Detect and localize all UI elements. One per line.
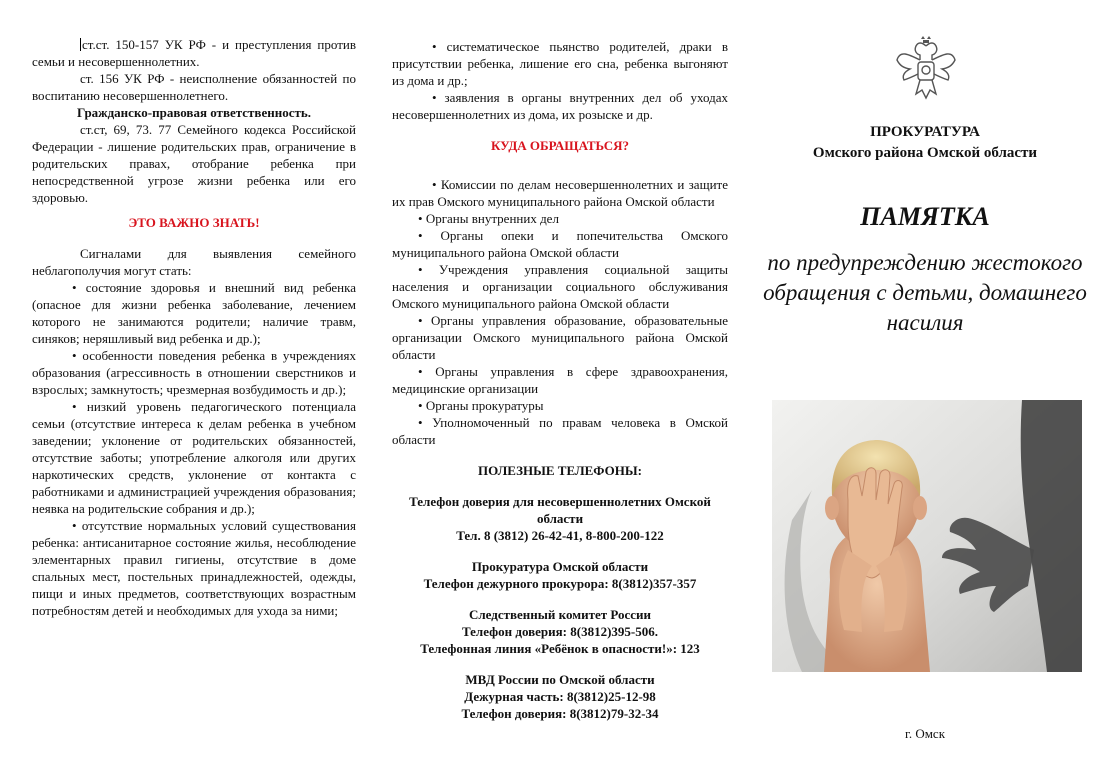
signals-intro: Сигналами для выявления семейного неблагополучия могут стать: — [32, 246, 356, 278]
bullet-icon: • — [418, 313, 431, 328]
bullet-icon: • — [72, 348, 83, 363]
bullet-icon: • — [418, 415, 433, 430]
mvd-name: МВД России по Омской области — [465, 672, 655, 687]
bullet-icon: • — [432, 90, 445, 105]
where-item: • Уполномоченный по правам человека в Омской области — [392, 415, 728, 447]
bullet-icon: • — [418, 228, 441, 243]
bullet-icon: • — [432, 39, 447, 54]
prosecutor-name: Прокуратура Омской области — [471, 559, 649, 574]
where-item: • Органы внутренних дел — [418, 211, 559, 226]
bullet-icon: • — [418, 364, 436, 379]
where-item: • Учреждения управления социальной защиты населения и организации социального обслуживания Омского муниципального района Омской области — [392, 262, 728, 311]
investigative-committee-name: Следственный комитет России — [468, 607, 652, 622]
child-abuse-photo — [772, 400, 1082, 672]
leaflet-title: ПАМЯТКА — [860, 202, 990, 231]
bullet-icon: • — [72, 518, 82, 533]
law-paragraph-2: ст. 156 УК РФ - неисполнение обязанностей по воспитанию несовершеннолетнего. — [32, 71, 356, 103]
hotline-title: Телефон доверия для несовершеннолетних Омской области — [409, 494, 711, 526]
investigative-committee-phone: Телефон доверия: 8(3812)395-506. — [461, 624, 658, 639]
bullet-icon: • — [72, 280, 86, 295]
double-headed-eagle-icon — [894, 36, 958, 104]
where-item: • Органы управления в сфере здравоохранения, медицинские организации — [392, 364, 728, 396]
bullet-icon: • — [418, 211, 426, 226]
left-column — [32, 36, 356, 780]
bullet-icon: • — [418, 262, 439, 277]
text-cursor — [80, 38, 81, 51]
civil-paragraph: ст.ст, 69, 73. 77 Семейного кодекса Российской Федерации - лишение родительских прав, ограничение в родительских правах, отобрание ребенка при непосредственной угрозе жизни ребенка или его здоровью. — [32, 122, 356, 205]
phones-heading: ПОЛЕЗНЫЕ ТЕЛЕФОНЫ: — [478, 463, 642, 478]
organization-name — [760, 122, 1090, 164]
bullet-icon: • — [418, 398, 426, 413]
bullet-icon: • — [432, 177, 441, 192]
where-item: • Органы прокуратуры — [418, 398, 544, 413]
signal-item: • состояние здоровья и внешний вид ребенка (опасное для жизни ребенка заболевание, лечением которого не занимаются родители; наличие травм, синяков; неряшливый вид ребенка и др.); — [32, 280, 356, 346]
where-heading: КУДА ОБРАЩАТЬСЯ? — [490, 138, 630, 153]
child-danger-line: Телефонная линия «Ребёнок в опасности!»: 123 — [420, 641, 700, 656]
signal-item: • низкий уровень педагогического потенциала семьи (отсутствие интереса к делам ребенка в учебном заведении; уклонение от родительских обязанностей, отсутствие заботы; употребление алкоголя или других наркотических средств, уклонение от контакта с работниками и администрацией учреждения образования; неявка на родительские собрания и др.); — [32, 399, 356, 516]
organization-line-1: ПРОКУРАТУРА — [870, 124, 980, 140]
top-bullet: • систематическое пьянство родителей, драки в присутствии ребенка, лишение его сна, ребенка выгоняют из дома и др.; — [392, 39, 728, 88]
important-heading: ЭТО ВАЖНО ЗНАТЬ! — [128, 215, 260, 230]
civil-heading: Гражданско-правовая ответственность. — [77, 105, 311, 120]
city-label: г. Омск — [904, 726, 946, 741]
leaflet-subtitle: по предупреждению жестокого обращения с детьми, домашнего насилия — [763, 250, 1087, 335]
right-column — [760, 36, 1090, 780]
organization-line-2: Омского района Омской области — [812, 145, 1038, 161]
where-item: • Комиссии по делам несовершеннолетних и защите их прав Омского муниципального района Омской области — [392, 177, 728, 209]
where-item: • Органы опеки и попечительства Омского муниципального района Омской области — [392, 228, 728, 260]
signal-item: • отсутствие нормальных условий существования ребенка: антисанитарное состояние жилья, несоблюдение элементарных правил гигиены, отсутствие в доме спальных мест, постельных принадлежностей, одежды, пищи и иных предметов, соответствующих возрастным потребностям детей и необходимых для ухода за ними; — [32, 518, 356, 618]
mvd-phone: Дежурная часть: 8(3812)25-12-98 — [464, 689, 656, 704]
signal-item: • особенности поведения ребенка в учреждениях образования (агрессивность в отношении сверстников и взрослых; замкнутость; чрезмерная возбудимость и др.); — [32, 348, 356, 397]
top-bullet: • заявления в органы внутренних дел об уходах несовершеннолетних из дома, их розыске и др. — [392, 90, 728, 122]
law-paragraph-1: ст.ст. 150-157 УК РФ - и преступления против семьи и несовершеннолетних. — [32, 37, 356, 69]
hotline-phone: Тел. 8 (3812) 26-42-41, 8-800-200-122 — [456, 528, 664, 543]
middle-column — [392, 38, 728, 782]
bullet-icon: • — [72, 399, 87, 414]
mvd-phone-2: Телефон доверия: 8(3812)79-32-34 — [461, 706, 659, 721]
where-item: • Органы управления образование, образовательные организации Омского муниципального района Омской области — [392, 313, 728, 362]
prosecutor-phone: Телефон дежурного прокурора: 8(3812)357-357 — [423, 576, 697, 591]
